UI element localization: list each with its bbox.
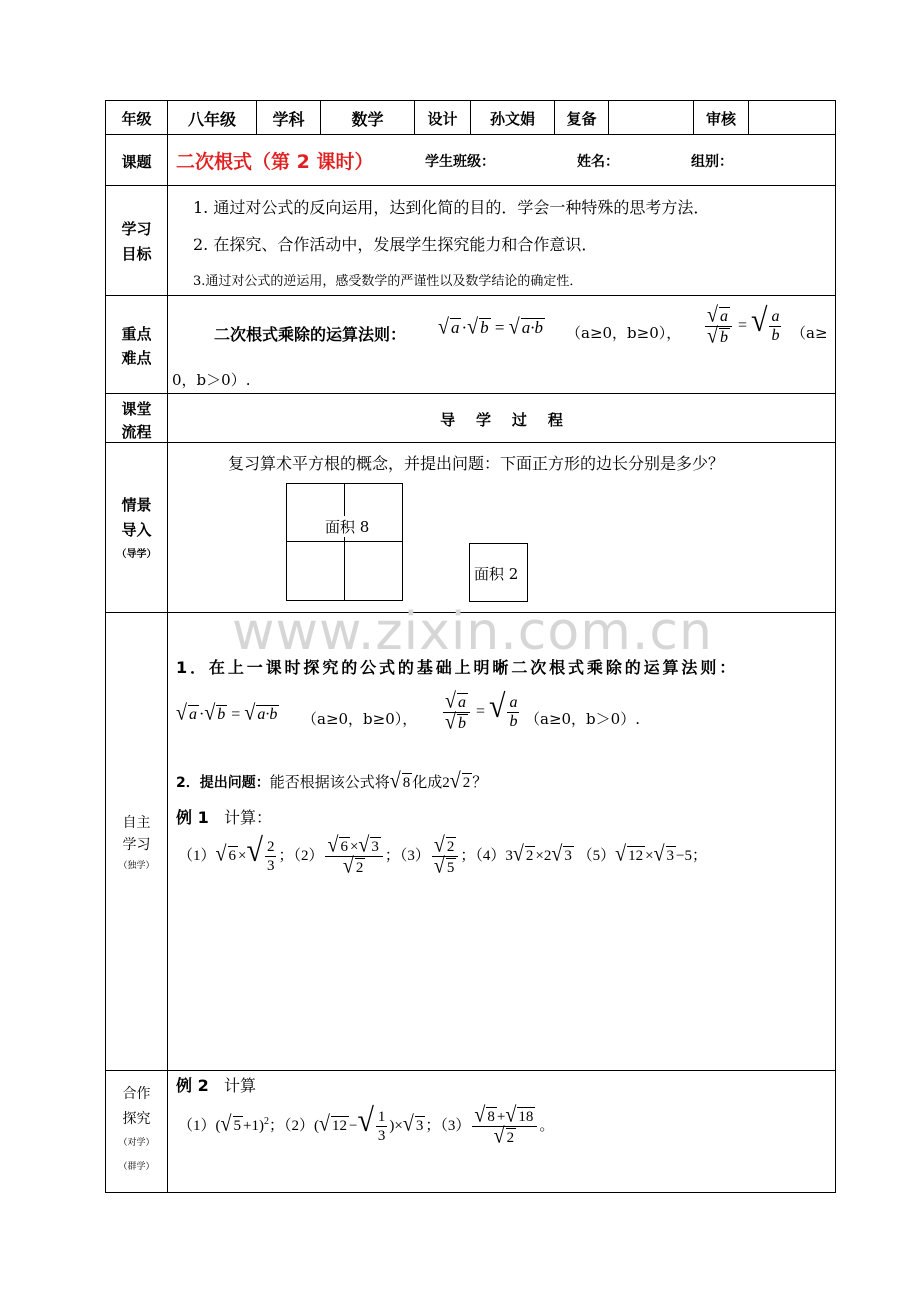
goal-item: 1. 通过对公式的反向运用，达到化简的目的．学会一种特殊的思考方法．	[193, 198, 710, 217]
small-square-label: 面积 2	[474, 565, 519, 583]
flow-label-1: 课堂	[121, 400, 152, 418]
example-2-task: 计算	[223, 1076, 256, 1095]
example-2-heading	[176, 1073, 256, 1096]
flow-heading: 导 学 过 程	[440, 411, 563, 429]
point-1-rules: √ a ·√ b = √ a·b	[176, 700, 278, 726]
example-1-heading	[176, 805, 272, 828]
rule-condition: （a≥0，b≥0），	[566, 324, 682, 342]
example-2-label: 例 2	[176, 1076, 209, 1095]
scene-label-1: 情景	[121, 496, 152, 514]
item-number: （1）	[178, 1117, 216, 1134]
item-number: ；	[692, 847, 708, 864]
big-square-label: 面积 8	[325, 518, 370, 536]
example-1-items: （1）√ 6 ×√ $\frac{2}{3}$ ；（2） $\frac{√ 6 \times√ 3}{√ 2}$ ；（3） $\frac{√ 2}{√ 5}$ ；（4）3√ 2 ×2√ 3 （5）√ 12 ×√ 3 −5；	[178, 832, 708, 879]
rule-label: 二次根式乘除的运算法则：	[214, 325, 407, 344]
goal-item: 2. 在探究、合作活动中，发展学生探究能力和合作意识．	[193, 235, 598, 254]
item-number: ；（2）	[268, 1117, 314, 1134]
item-number: （5）	[577, 847, 616, 864]
point-2-text: 能否根据该公式将	[269, 773, 390, 791]
example-2-items: （1）(√ 5 +1)$^2$；（2）(√ 12 −√ $\frac{1}{3}$ )×√ 3 ；（3） $\frac{√ 8 +√ 18}{√ 2}$ 。	[178, 1102, 555, 1149]
coop-label-2: 探究	[122, 1111, 151, 1127]
goals-label-1: 学习	[121, 220, 152, 238]
coop-label-note-1: （对学）	[118, 1138, 155, 1148]
example-1-label: 例 1	[176, 808, 209, 827]
point-2-prefix: 2．提出问题：	[176, 775, 270, 791]
flow-label-2: 流程	[121, 423, 152, 441]
design-value: 孙文娟	[489, 110, 535, 128]
grade-value: 八年级	[187, 110, 236, 129]
key-label-1: 重点	[121, 325, 152, 343]
point-1: 1．在上一课时探究的公式的基础上明晰二次根式乘除的运算法则：	[176, 658, 739, 677]
point-1-div-rule: $\frac{√ a}{√ b}$ = √ $\frac{a}{b}$	[445, 688, 518, 735]
lesson-title: 二次根式（第 2 课时）	[176, 151, 374, 173]
key-label-2: 难点	[121, 349, 152, 367]
item-number: ；（3）	[384, 847, 430, 864]
watermark: www.zixin.com.cn	[232, 602, 713, 662]
item-number: （1）	[178, 847, 216, 864]
point-2-end: ？	[472, 773, 488, 791]
item-number: 。	[539, 1117, 555, 1134]
point-1-cond: （a≥0，b≥0），	[302, 710, 418, 728]
topic-label: 课题	[121, 153, 152, 171]
item-number: ；（3）	[425, 1117, 471, 1134]
self-label-2: 学习	[122, 837, 151, 853]
self-label-note: （独学）	[118, 861, 155, 871]
scene-label-note: （导学）	[116, 549, 157, 560]
review-label: 复备	[566, 110, 597, 128]
item-number: ；（4）	[460, 847, 506, 864]
division-rule: $\frac{√ a}{√ b}$ = √ $\frac{a}{b}$	[707, 302, 780, 349]
design-label: 设计	[427, 110, 458, 128]
rule-condition: 0，b＞0）.	[172, 371, 251, 389]
rule-condition: （a≥	[791, 324, 828, 342]
point-1-cond: （a≥0，b＞0）.	[525, 710, 640, 728]
point-2: 2．提出问题：能否根据该公式将√ 8 化成2√ 2 ？	[176, 768, 488, 794]
class-label: 学生班级：	[425, 154, 495, 170]
name-label: 姓名：	[577, 154, 619, 170]
goals-label-2: 目标	[121, 245, 152, 263]
scene-label-2: 导入	[121, 521, 152, 539]
item-number: ；（2）	[278, 847, 324, 864]
point-2-mid: 化成	[412, 773, 443, 791]
scene-question: 复习算术平方根的概念，并提出问题：下面正方形的边长分别是多少？	[228, 454, 725, 473]
group-label: 组别：	[691, 154, 733, 170]
self-label-1: 自主	[122, 815, 151, 831]
subject-value: 数学	[351, 110, 384, 129]
multiplication-rule: √ a ·√ b = √ a·b	[438, 314, 543, 340]
grade-label: 年级	[121, 110, 152, 128]
goal-item: 3.通过对公式的逆运用，感受数学的严谨性以及数学结论的确定性．	[193, 274, 583, 289]
coop-label-note-2: （群学）	[118, 1162, 155, 1172]
audit-label: 审核	[705, 110, 736, 128]
example-1-task: 计算：	[223, 808, 272, 827]
coop-label-1: 合作	[122, 1086, 151, 1102]
subject-label: 学科	[272, 110, 305, 129]
